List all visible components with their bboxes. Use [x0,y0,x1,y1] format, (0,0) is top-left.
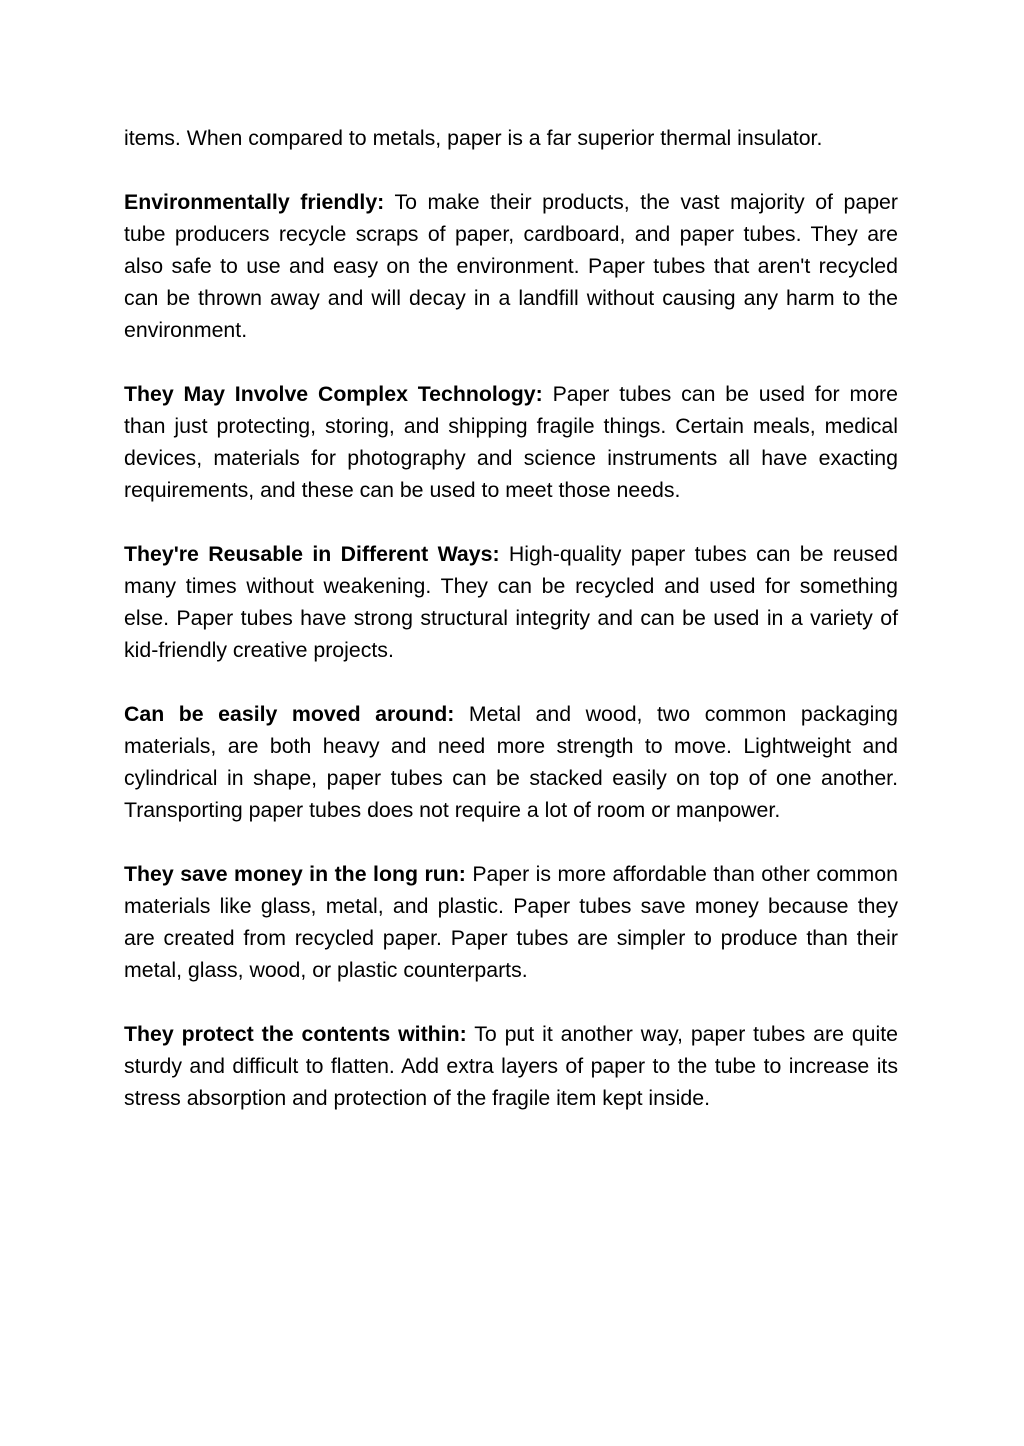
section-heading: They save money in the long run: [124,862,466,886]
section-protect-contents [124,1018,898,1114]
intro-paragraph: items. When compared to metals, paper is a far superior thermal insulator. [124,126,823,150]
section-heading: They're Reusable in Different Ways: [124,542,500,566]
section-body: High-quality paper tubes can be reused many times without weakening. They can be recycled and used for something else. Paper tubes have strong structural integrity and can be used in a variety of kid-friendly creative projects. [124,542,898,662]
section-reusable [124,538,898,666]
section-heading: Environmentally friendly: [124,190,385,214]
section-body: To put it another way, paper tubes are quite sturdy and difficult to flatten. Add extra layers of paper to the tube to increase its stress absorption and protection of the fragile item kept inside. [124,1022,898,1110]
section-complex-technology [124,378,898,506]
section-body: Metal and wood, two common packaging materials, are both heavy and need more strength to move. Lightweight and cylindrical in shape, paper tubes can be stacked easily on top of one another. Transporting paper tubes does not require a lot of room or manpower. [124,702,898,822]
section-heading: They protect the contents within: [124,1022,467,1046]
section-body: Paper tubes can be used for more than just protecting, storing, and shipping fragile things. Certain meals, medical devices, materials for photography and science instruments all have exacting requirements, and these can be used to meet those needs. [124,382,898,502]
document-page [124,122,898,1146]
section-body: Paper is more affordable than other common materials like glass, metal, and plastic. Paper tubes save money because they are created from recycled paper. Paper tubes are simpler to produce than their metal, glass, wood, or plastic counterparts. [124,862,898,982]
section-easily-moved [124,698,898,826]
section-body: To make their products, the vast majority of paper tube producers recycle scraps of paper, cardboard, and paper tubes. They are also safe to use and easy on the environment. Paper tubes that aren't recycled can be thrown away and will decay in a landfill without causing any harm to the environment. [124,190,898,342]
section-heading: They May Involve Complex Technology: [124,382,543,406]
section-environmentally-friendly [124,186,898,346]
section-save-money [124,858,898,986]
section-heading: Can be easily moved around: [124,702,455,726]
